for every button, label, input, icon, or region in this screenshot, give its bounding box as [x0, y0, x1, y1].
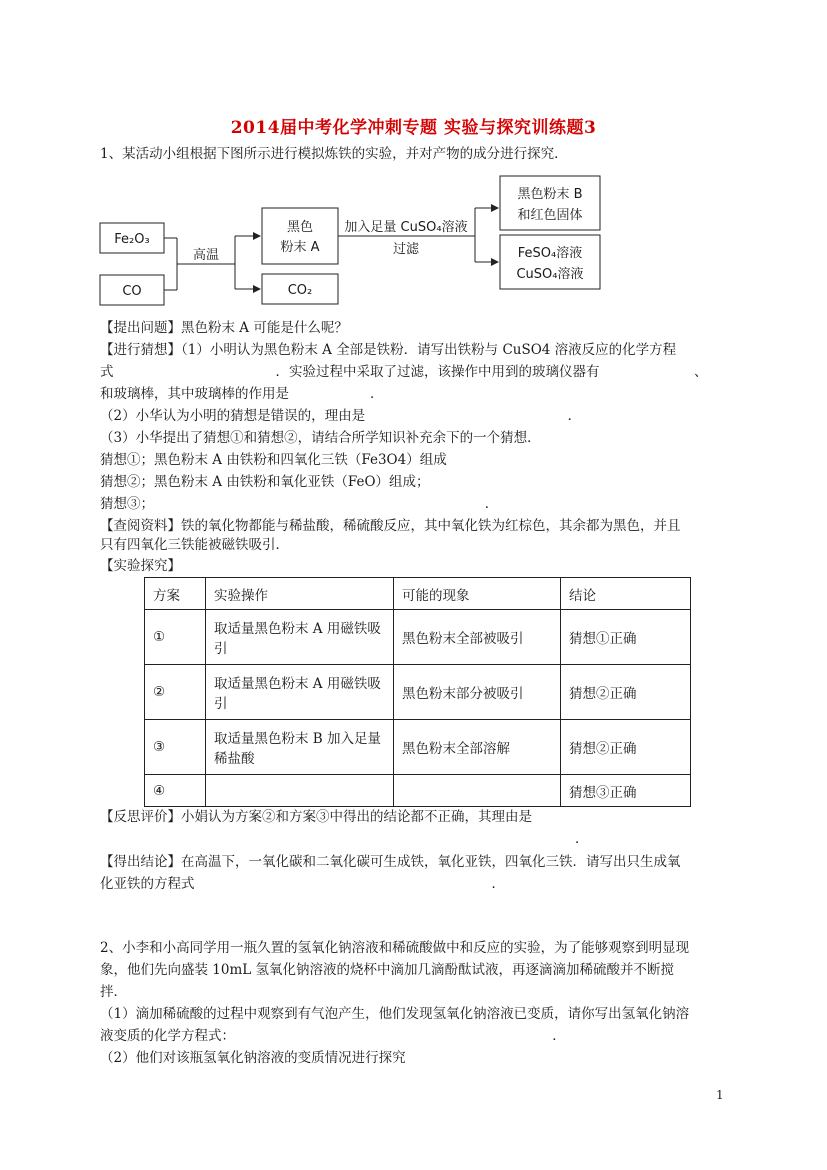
q2-line-4: 液变质的化学方程式： ．: [100, 1028, 566, 1044]
table-row: [145, 720, 691, 775]
high-temp-label: 高温: [192, 248, 220, 263]
operation-line-1: 取适量黑色粉末 A 用磁铁吸: [214, 621, 381, 637]
phenomenon-cell: 黑色粉末全部溶解: [394, 720, 561, 775]
table-row: [145, 610, 691, 665]
q1-line-11: 【实验探究】: [100, 558, 181, 574]
q2-line-1: 象，他们先向盛装 10mL 氢氧化钠溶液的烧杯中滴加几滴酚酞试液，再逐滴滴加稀硫酸并不断搅: [100, 962, 675, 978]
q1-line-6: 猜想①；黑色粉末 A 由铁粉和四氧化三铁（Fe3O4）组成: [100, 452, 447, 468]
table-header-row: [145, 578, 691, 610]
operation-cell: [206, 720, 394, 775]
q1-line-4: （2）小华认为小明的猜想是错误的，理由是 ．: [100, 408, 582, 424]
table-row: [145, 665, 691, 720]
q1-line-10: 只有四氧化三铁能被磁铁吸引．: [100, 537, 289, 553]
conclusion-cell: 猜想①正确: [561, 610, 691, 665]
operation-line-2: 引: [214, 641, 228, 657]
phenomenon-cell: [394, 775, 561, 807]
table-row: [145, 775, 691, 807]
q1-after-line-1: ．: [575, 831, 589, 847]
page-title: 2014届中考化学冲刺专题 实验与探究训练题3: [230, 118, 597, 138]
table-header: 实验操作: [206, 578, 394, 610]
plan-cell: ②: [145, 665, 206, 720]
operation-line-2: 稀盐酸: [214, 751, 255, 767]
black-powder-a-label-1: 黑色: [286, 220, 314, 235]
co-label: CO: [122, 284, 142, 299]
q1-line-9: 【查阅资料】铁的氧化物都能与稀盐酸，稀硫酸反应，其中氧化铁为红棕色，其余都为黑色，并且: [100, 518, 681, 534]
experiment-table: [144, 577, 691, 807]
q2-line-2: 拌．: [100, 984, 127, 1000]
q1-intro: 1、某活动小组根据下图所示进行模拟炼铁的实验，并对产物的成分进行探究．: [100, 146, 568, 162]
q1-after-line-3: 化亚铁的方程式 ．: [100, 876, 505, 892]
q1-after-line-0: 【反思评价】小娟认为方案②和方案③中得出的结论都不正确，其理由是: [100, 809, 532, 825]
q1-line-7: 猜想②；黑色粉末 A 由铁粉和氧化亚铁（FeO）组成；: [100, 474, 430, 490]
black-powder-b-label-2: 和红色固体: [517, 208, 583, 223]
phenomenon-cell: 黑色粉末部分被吸引: [394, 665, 561, 720]
q1-line-8: 猜想③； ．: [100, 496, 499, 512]
operation-line-1: 取适量黑色粉末 B 加入足量: [214, 731, 382, 747]
operation-line-2: 引: [214, 696, 228, 712]
plan-cell: ④: [145, 775, 206, 807]
phenomenon-cell: 黑色粉末全部被吸引: [394, 610, 561, 665]
table-header: 结论: [561, 578, 691, 610]
q1-after-line-2: 【得出结论】在高温下，一氧化碳和二氧化碳可生成铁，氧化亚铁，四氧化三铁．请写出只生成氧: [100, 854, 681, 870]
q1-line-3: 和玻璃棒，其中玻璃棒的作用是 ．: [100, 386, 384, 402]
q2-line-5: （2）他们对该瓶氢氧化钠溶液的变质情况进行探究: [100, 1050, 406, 1066]
q2-line-3: （1）滴加稀硫酸的过程中观察到有气泡产生，他们发现氢氧化钠溶液已变质，请你写出氢氧化钠溶: [100, 1006, 690, 1022]
plan-cell: ①: [145, 610, 206, 665]
black-powder-a-label-2: 粉末 A: [280, 240, 320, 255]
co2-label: CO₂: [287, 283, 313, 298]
operation-cell: [206, 610, 394, 665]
black-powder-b-label-1: 黑色粉末 B: [517, 187, 583, 202]
flow-diagram: [95, 170, 615, 310]
q1-line-0: 【提出问题】黑色粉末 A 可能是什么呢？: [100, 320, 348, 336]
table-header: 方案: [145, 578, 206, 610]
table-header: 可能的现象: [394, 578, 561, 610]
q2-line-0: 2、小李和小高同学用一瓶久置的氢氧化钠溶液和稀硫酸做中和反应的实验，为了能够观察到明显现: [100, 940, 690, 956]
operation-cell: [206, 775, 394, 807]
fe2o3-label: Fe₂O₃: [114, 232, 150, 247]
conclusion-cell: 猜想③正确: [561, 775, 691, 807]
feso4-label: FeSO₄溶液: [517, 246, 583, 261]
q1-line-1: 【进行猜想】（1）小明认为黑色粉末 A 全部是铁粉．请写出铁粉与 CuSO4 溶液反应的化学方程: [100, 342, 677, 358]
filter-label: 过滤: [392, 242, 420, 257]
q1-line-5: （3）小华提出了猜想①和猜想②，请结合所学知识补充余下的一个猜想．: [100, 430, 541, 446]
q1-line-2: 式 ．实验过程中采取了过滤，该操作中用到的玻璃仪器有 、: [100, 364, 708, 380]
conclusion-cell: 猜想②正确: [561, 720, 691, 775]
operation-cell: [206, 665, 394, 720]
black-powder-a-box: [262, 208, 338, 264]
plan-cell: ③: [145, 720, 206, 775]
conclusion-cell: 猜想②正确: [561, 665, 691, 720]
page-number: 1: [716, 1088, 724, 1102]
operation-line-1: 取适量黑色粉末 A 用磁铁吸: [214, 676, 381, 692]
add-cuso4-label: 加入足量 CuSO₄溶液: [344, 220, 468, 235]
cuso4-label: CuSO₄溶液: [516, 267, 584, 282]
